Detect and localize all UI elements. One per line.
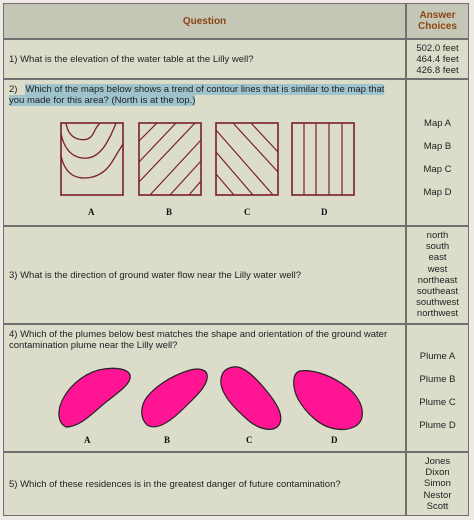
- header-answer-choices: [407, 4, 468, 38]
- choice-jones[interactable]: Jones: [424, 456, 451, 467]
- plume-label-b: B: [164, 435, 171, 445]
- question-1-choices: [407, 40, 468, 78]
- header-question: [4, 4, 405, 38]
- plume-d: [290, 367, 366, 433]
- choice-southeast[interactable]: southeast: [416, 286, 459, 298]
- contour-map-c: [215, 122, 279, 196]
- question-1-text: 1) What is the elevation of the water table at the Lilly well?: [9, 53, 254, 65]
- header-answer-line1: Answer: [419, 10, 456, 21]
- choice-west[interactable]: west: [427, 263, 448, 275]
- choice-northwest[interactable]: northwest: [416, 308, 459, 320]
- plume-a: [54, 365, 134, 431]
- plume-b: [137, 365, 213, 431]
- choice-plume-c[interactable]: Plume C: [419, 397, 456, 408]
- choice-plume-d[interactable]: Plume D: [419, 420, 456, 431]
- choice-502-feet[interactable]: 502.0 feet: [416, 43, 459, 54]
- choice-plume-b[interactable]: Plume B: [419, 374, 456, 385]
- plume-label-c: C: [246, 435, 253, 445]
- question-4-text-line1: 4) Which of the plumes below best matches the shape and orientation of the ground water: [9, 329, 388, 340]
- plume-label-a: A: [84, 435, 91, 445]
- choice-dixon[interactable]: Dixon: [425, 467, 450, 479]
- map-label-c: C: [244, 207, 251, 217]
- question-3-text: 3) What is the direction of ground water flow near the Lilly water well?: [9, 269, 301, 281]
- plume-c: [215, 363, 287, 433]
- question-3: [4, 227, 405, 323]
- choice-plume-a[interactable]: Plume A: [419, 351, 456, 362]
- contour-map-a: [60, 122, 124, 196]
- question-3-choices: [407, 227, 468, 323]
- plume-label-d: D: [331, 435, 338, 445]
- question-2-choices: [407, 80, 468, 225]
- question-table: [3, 3, 469, 516]
- choice-map-c[interactable]: Map C: [423, 164, 452, 175]
- map-label-d: D: [321, 207, 328, 217]
- choice-map-b[interactable]: Map B: [423, 141, 452, 152]
- choice-map-a[interactable]: Map A: [424, 118, 451, 129]
- question-4-text-line2: contamination plume near the Lilly well?: [9, 340, 178, 351]
- choice-simon[interactable]: Simon: [424, 478, 451, 490]
- question-5-choices: [407, 453, 468, 515]
- choice-northeast[interactable]: northeast: [417, 274, 458, 286]
- choice-east[interactable]: east: [428, 252, 447, 264]
- question-1: [4, 40, 405, 78]
- question-2-prefix: 2): [9, 84, 26, 95]
- header-question-label: Question: [182, 15, 227, 27]
- question-2-text-line2: you made for this area? (North is at the top.): [9, 95, 196, 106]
- question-5-text: 5) Which of these residences is in the greatest danger of future contamination?: [9, 478, 341, 490]
- contour-map-d: [291, 122, 355, 196]
- header-answer-line2: Choices: [418, 21, 457, 32]
- choice-north[interactable]: north: [426, 230, 449, 241]
- choice-southwest[interactable]: southwest: [416, 297, 459, 309]
- choice-map-d[interactable]: Map D: [423, 187, 452, 198]
- map-label-a: A: [88, 207, 95, 217]
- choice-scott[interactable]: Scott: [426, 500, 449, 512]
- question-4: [4, 325, 405, 451]
- question-4-choices: [407, 325, 468, 451]
- question-2: [4, 80, 405, 225]
- choice-426-feet[interactable]: 426.8 feet: [416, 65, 459, 77]
- contour-map-b: [138, 122, 202, 196]
- choice-464-feet[interactable]: 464.4 feet: [416, 54, 459, 66]
- question-5: [4, 453, 405, 515]
- choice-nestor[interactable]: Nestor: [423, 489, 452, 501]
- map-label-b: B: [166, 207, 173, 217]
- choice-south[interactable]: south: [425, 241, 450, 253]
- question-2-text-line1: Which of the maps below shows a trend of contour lines that is similar to the map that: [25, 84, 385, 95]
